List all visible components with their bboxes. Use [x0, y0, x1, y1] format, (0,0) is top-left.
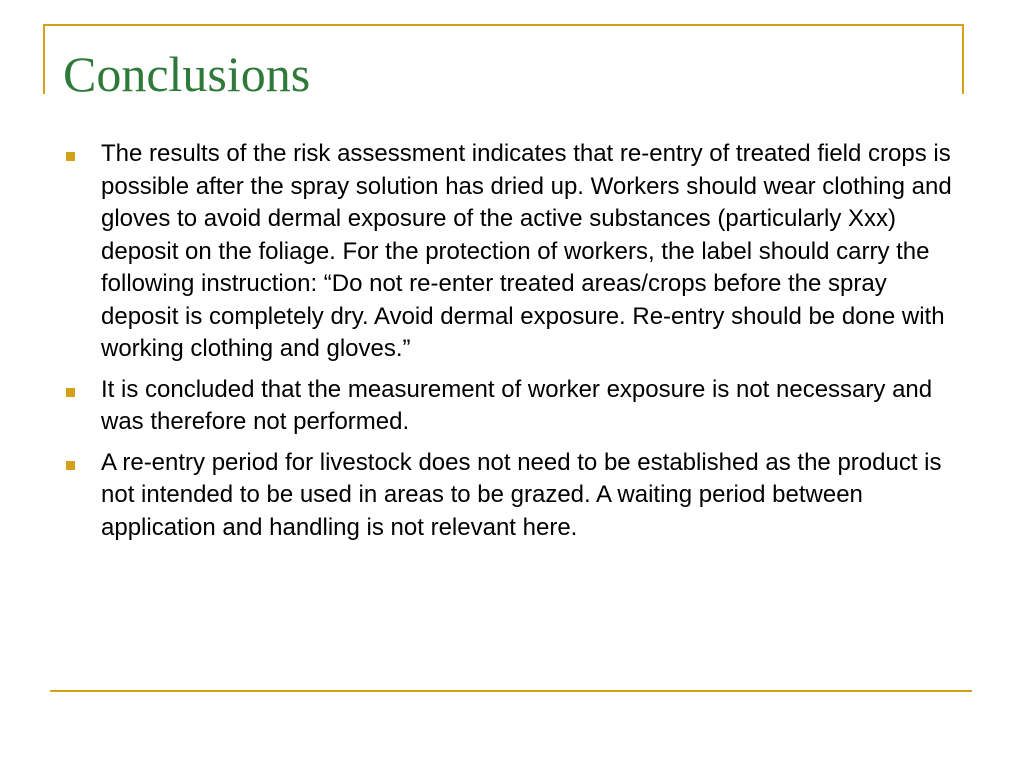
bullet-item — [60, 374, 960, 439]
bullet-item — [60, 138, 960, 366]
slide-title: Conclusions — [63, 46, 311, 102]
bullet-list — [60, 138, 960, 552]
bullet-text: It is concluded that the measurement of worker exposure is not necessary and was therefore not performed. — [101, 375, 933, 435]
frame-right-line — [962, 24, 964, 94]
bullet-item — [60, 447, 960, 545]
frame-top-line — [43, 24, 964, 26]
frame-left-line — [43, 24, 45, 94]
frame-bottom-line — [50, 690, 972, 692]
square-bullet-icon — [66, 152, 75, 161]
square-bullet-icon — [66, 388, 75, 397]
bullet-text: A re-entry period for livestock does not need to be established as the product is not intended to be used in areas to be grazed. A waiting period between application and handling is not relevant here. — [101, 448, 942, 541]
bullet-text: The results of the risk assessment indicates that re-entry of treated field crops is possible after the spray solution has dried up. Workers should wear clothing and gloves to avoid dermal exposure of the active substances (particularly Xxx) deposit on the foliage. For the protection of workers, the label should carry the following instruction: “Do not re-enter treated areas/crops before the spray deposit is completely dry. Avoid dermal exposure. Re-entry should be done with working clothing and gloves.” — [101, 140, 952, 362]
square-bullet-icon — [66, 461, 75, 470]
